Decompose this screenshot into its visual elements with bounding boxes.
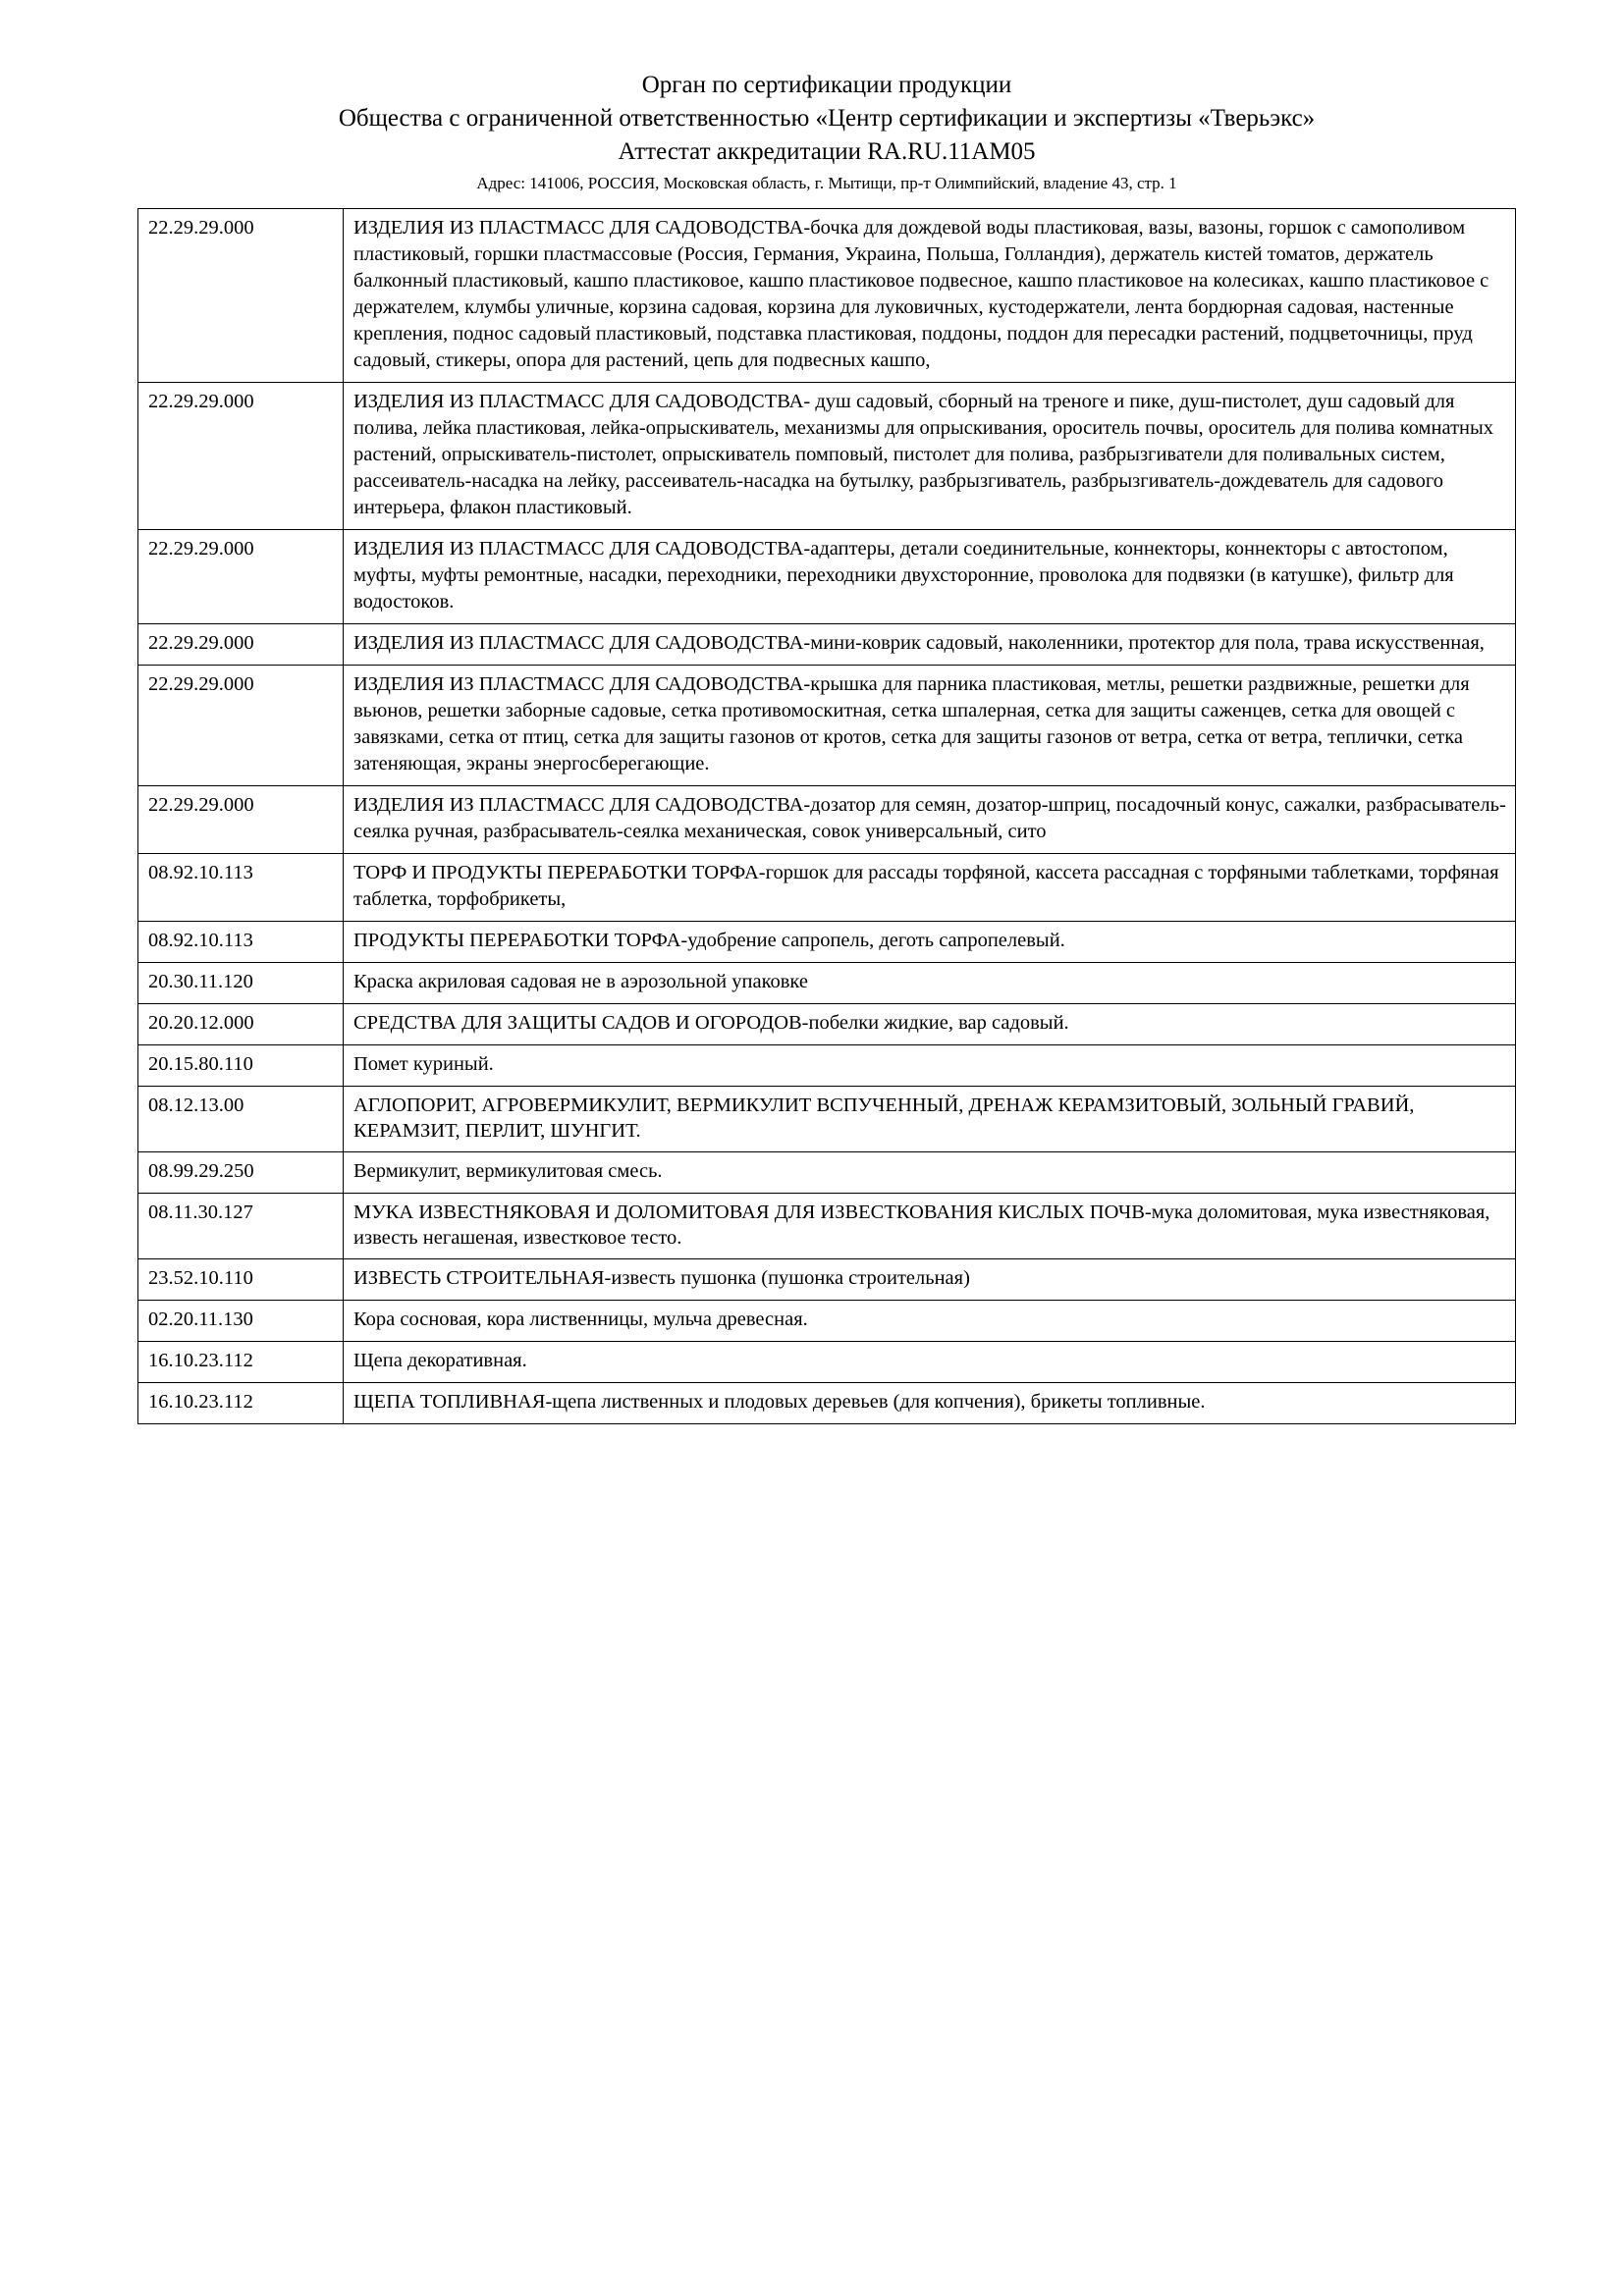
product-description: ТОРФ И ПРОДУКТЫ ПЕРЕРАБОТКИ ТОРФА-горшок для рассады торфяной, кассета рассадная с торфяными таблетками, торфяная таблетка, торфобрикеты, (344, 854, 1516, 922)
header-line-company: Общества с ограниченной ответственностью «Центр сертификации и экспертизы «Тверьэкс» (338, 105, 1316, 132)
product-code: 22.29.29.000 (138, 209, 344, 383)
table-row (138, 1152, 1516, 1194)
product-description: АГЛОПОРИТ, АГРОВЕРМИКУЛИТ, ВЕРМИКУЛИТ ВСПУЧЕННЫЙ, ДРЕНАЖ КЕРАМЗИТОВЫЙ, ЗОЛЬНЫЙ ГРАВИЙ, КЕРАМЗИТ, ПЕРЛИТ, ШУНГИТ. (344, 1087, 1516, 1152)
product-description: Вермикулит, вермикулитовая смесь. (344, 1152, 1516, 1194)
product-description: ИЗДЕЛИЯ ИЗ ПЛАСТМАСС ДЛЯ САДОВОДСТВА-дозатор для семян, дозатор-шприц, посадочный конус, сажалки, разбрасыватель-сеялка ручная, разбрасыватель-сеялка механическая, совок универсальный, сито (344, 786, 1516, 854)
product-code: 08.92.10.113 (138, 922, 344, 963)
product-code: 22.29.29.000 (138, 530, 344, 624)
product-description: ПРОДУКТЫ ПЕРЕРАБОТКИ ТОРФА-удобрение сапропель, деготь сапропелевый. (344, 922, 1516, 963)
table-row (138, 922, 1516, 963)
product-code: 20.30.11.120 (138, 963, 344, 1004)
table-row (138, 1194, 1516, 1259)
product-code: 16.10.23.112 (138, 1342, 344, 1383)
product-code: 22.29.29.000 (138, 624, 344, 666)
product-code: 08.99.29.250 (138, 1152, 344, 1194)
table-row (138, 786, 1516, 854)
product-code: 16.10.23.112 (138, 1383, 344, 1424)
product-code: 22.29.29.000 (138, 666, 344, 786)
product-code: 22.29.29.000 (138, 786, 344, 854)
table-row (138, 854, 1516, 922)
product-description: Помет куриный. (344, 1045, 1516, 1087)
product-code: 08.12.13.00 (138, 1087, 344, 1152)
product-description: ИЗДЕЛИЯ ИЗ ПЛАСТМАСС ДЛЯ САДОВОДСТВА-бочка для дождевой воды пластиковая, вазы, вазоны, горшок с самополивом пластиковый, горшки пластмассовые (Россия, Германия, Украина, Польша, Голландия), держатель кистей томатов, держатель балконный пластиковый, кашпо пластиковое, кашпо пластиковое подвесное, кашпо пластиковое на колесиках, кашпо пластиковое с держателем, клумбы уличные, корзина садовая, корзина для луковичных, кустодержатели, лента бордюрная садовая, настенные крепления, поднос садовый пластиковый, подставка пластиковая, поддоны, поддон для пересадки растений, подцветочницы, пруд садовый, стикеры, опора для растений, цепь для подвесных кашпо, (344, 209, 1516, 383)
product-description: ИЗДЕЛИЯ ИЗ ПЛАСТМАСС ДЛЯ САДОВОДСТВА- душ садовый, сборный на треноге и пике, душ-пистолет, душ садовый для полива, лейка пластиковая, лейка-опрыскиватель, механизмы для опрыскивания, ороситель почвы, ороситель для полива комнатных растений, опрыскиватель-пистолет, опрыскиватель помповый, пистолет для полива, разбрызгиватели для поливальных систем, рассеиватель-насадка на лейку, рассеиватель-насадка на бутылку, разбрызгиватель, разбрызгиватель-дождеватель для садового интерьера, флакон пластиковый. (344, 383, 1516, 530)
table-row (138, 1004, 1516, 1045)
header-line-accreditation: Аттестат аккредитации RA.RU.11AM05 (618, 138, 1036, 165)
table-row (138, 963, 1516, 1004)
table-row (138, 1342, 1516, 1383)
table-row (138, 530, 1516, 624)
table-row (138, 1259, 1516, 1301)
header-line-organization: Орган по сертификации продукции (641, 72, 1012, 98)
table-row (138, 1383, 1516, 1424)
product-code: 23.52.10.110 (138, 1259, 344, 1301)
product-code: 02.20.11.130 (138, 1301, 344, 1342)
table-row (138, 666, 1516, 786)
product-description: Щепа декоративная. (344, 1342, 1516, 1383)
table-row (138, 209, 1516, 383)
product-code: 08.11.30.127 (138, 1194, 344, 1259)
product-code: 20.15.80.110 (138, 1045, 344, 1087)
document-header (137, 69, 1516, 196)
product-description: СРЕДСТВА ДЛЯ ЗАЩИТЫ САДОВ И ОГОРОДОВ-побелки жидкие, вар садовый. (344, 1004, 1516, 1045)
product-description: МУКА ИЗВЕСТНЯКОВАЯ И ДОЛОМИТОВАЯ ДЛЯ ИЗВЕСТКОВАНИЯ КИСЛЫХ ПОЧВ-мука доломитовая, мука известняковая, известь негашеная, известковое тесто. (344, 1194, 1516, 1259)
products-table (137, 208, 1516, 1424)
product-description: Кора сосновая, кора лиственницы, мульча древесная. (344, 1301, 1516, 1342)
product-description: ИЗДЕЛИЯ ИЗ ПЛАСТМАСС ДЛЯ САДОВОДСТВА-адаптеры, детали соединительные, коннекторы, коннекторы с автостопом, муфты, муфты ремонтные, насадки, переходники, переходники двухсторонние, проволока для подвязки (в катушке), фильтр для водостоков. (344, 530, 1516, 624)
table-row (138, 1045, 1516, 1087)
table-row (138, 383, 1516, 530)
product-description: ЩЕПА ТОПЛИВНАЯ-щепа лиственных и плодовых деревьев (для копчения), брикеты топливные. (344, 1383, 1516, 1424)
table-row (138, 1087, 1516, 1152)
table-row (138, 624, 1516, 666)
product-description: ИЗДЕЛИЯ ИЗ ПЛАСТМАСС ДЛЯ САДОВОДСТВА-мини-коврик садовый, наколенники, протектор для пола, трава искусственная, (344, 624, 1516, 666)
product-code: 08.92.10.113 (138, 854, 344, 922)
product-description: Краска акриловая садовая не в аэрозольной упаковке (344, 963, 1516, 1004)
products-table-body (138, 209, 1516, 1424)
header-line-address: Адрес: 141006, РОССИЯ, Московская область, г. Мытищи, пр-т Олимпийский, владение 43, стр. 1 (476, 174, 1177, 192)
table-row (138, 1301, 1516, 1342)
product-description: ИЗДЕЛИЯ ИЗ ПЛАСТМАСС ДЛЯ САДОВОДСТВА-крышка для парника пластиковая, метлы, решетки раздвижные, решетки для вьюнов, решетки заборные садовые, сетка противомоскитная, сетка шпалерная, сетка для защиты саженцев, сетка для овощей с завязками, сетка от птиц, сетка для защиты газонов от кротов, сетка для защиты газонов от ветра, сетка от ветра, теплички, сетка затеняющая, экраны энергосберегающие. (344, 666, 1516, 786)
product-code: 20.20.12.000 (138, 1004, 344, 1045)
product-code: 22.29.29.000 (138, 383, 344, 530)
product-description: ИЗВЕСТЬ СТРОИТЕЛЬНАЯ-известь пушонка (пушонка строительная) (344, 1259, 1516, 1301)
